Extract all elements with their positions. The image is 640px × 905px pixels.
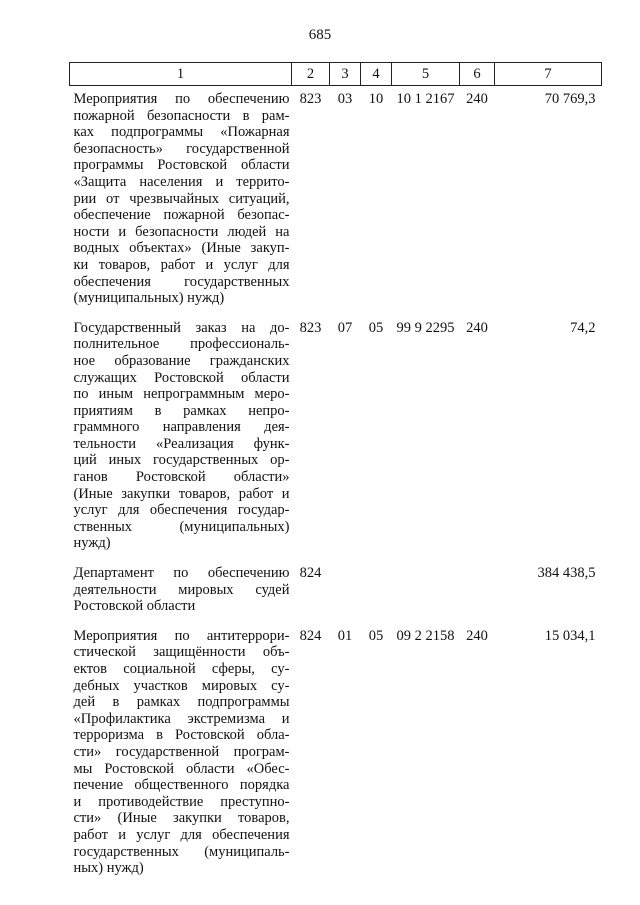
- description-line: государственных (муниципаль-: [73, 843, 290, 860]
- description-line: терроризма в Ростовской обла-: [73, 727, 290, 744]
- description-line: обеспечения государственных: [73, 273, 290, 290]
- expense-type-code: 240: [466, 319, 488, 336]
- section-code: 01: [337, 627, 353, 644]
- column-header: 4: [361, 63, 392, 86]
- description-line: Мероприятия по обеспечению: [73, 91, 290, 107]
- description-line: тельности «Реализация функ-: [73, 435, 290, 452]
- table-body: [70, 86, 602, 885]
- amount-value: 74,2: [570, 319, 596, 336]
- description-line: работ и услуг для обеспечения: [73, 826, 290, 843]
- column-header: 3: [330, 63, 361, 86]
- description-line: стической защищённости объ-: [73, 644, 290, 661]
- amount-value: 384 438,5: [537, 565, 596, 582]
- table-header-row: [70, 63, 602, 86]
- description-line: ственных (муниципальных): [73, 518, 290, 535]
- description-line: (Иные закупки товаров, работ и: [73, 485, 290, 502]
- target-article-code: 09 2 2158: [396, 627, 455, 644]
- description-line: ки товаров, работ и услуг для: [73, 256, 290, 273]
- description-line: полнительное профессиональ-: [73, 336, 290, 353]
- subsection-code: 05: [368, 319, 384, 336]
- description-line: ности и безопасности людей на: [73, 223, 290, 240]
- table-row: [70, 623, 602, 885]
- section-code: 07: [337, 319, 353, 336]
- column-header: 5: [392, 63, 460, 86]
- description-line: ций иных государственных ор-: [73, 452, 290, 469]
- description-line: и противодействие преступно-: [73, 793, 290, 810]
- description-line: граммного направления дея-: [73, 419, 290, 436]
- description-line: дебных участков мировых су-: [73, 677, 290, 694]
- description-line: ных) нужд): [73, 860, 144, 877]
- expense-type-code: 240: [466, 627, 488, 644]
- column-header: 6: [460, 63, 495, 86]
- column-header: 1: [70, 63, 292, 86]
- ministry-code: 824: [299, 627, 322, 644]
- amount-value: 15 034,1: [544, 627, 596, 644]
- description-line: обеспечение пожарной безопас-: [73, 207, 290, 224]
- description-line: ное образование гражданских: [73, 352, 290, 369]
- column-header: 7: [495, 63, 602, 86]
- expense-type-code: [460, 560, 495, 623]
- subsection-code: 05: [368, 627, 384, 644]
- description-line: Департамент по обеспечению: [73, 565, 290, 582]
- description-line: сти» (Иные закупки товаров,: [73, 810, 290, 827]
- column-header: 2: [292, 63, 330, 86]
- description-line: по иным непрограммным меро-: [73, 386, 290, 403]
- description-line: мы Ростовской области «Обес-: [73, 760, 290, 777]
- description-line: услуг для обеспечения государ-: [73, 502, 290, 519]
- row-description: [70, 86, 292, 315]
- description-line: безопасность» государственной: [73, 140, 290, 157]
- description-line: Мероприятия по антитеррори-: [73, 627, 290, 644]
- description-line: программы Ростовской области: [73, 157, 290, 174]
- page-number: 685: [308, 27, 332, 43]
- section-code: 03: [337, 91, 353, 107]
- subsection-code: 10: [368, 91, 384, 107]
- ministry-code: 823: [299, 319, 322, 336]
- description-line: ектов социальной сферы, су-: [73, 661, 290, 677]
- expense-type-code: 240: [466, 91, 488, 107]
- description-line: приятиям в рамках непро-: [73, 402, 290, 419]
- description-line: Ростовской области: [73, 598, 196, 615]
- description-line: дей в рамках подпрограммы: [73, 694, 290, 711]
- description-line: деятельности мировых судей: [73, 581, 290, 598]
- description-line: (муниципальных) нужд): [73, 290, 225, 307]
- section-code: [330, 560, 361, 623]
- description-line: водных объектах» (Иные закуп-: [73, 240, 290, 257]
- description-line: Государственный заказ на до-: [73, 319, 290, 336]
- amount-value: 70 769,3: [544, 91, 596, 107]
- description-line: «Профилактика экстремизма и: [73, 710, 290, 727]
- subsection-code: [361, 560, 392, 623]
- ministry-code: 824: [299, 565, 322, 582]
- budget-table: [69, 62, 602, 885]
- description-line: печение общественного порядка: [73, 777, 290, 794]
- description-line: служащих Ростовской области: [73, 369, 290, 386]
- target-article-code: 99 9 2295: [396, 319, 455, 336]
- description-line: «Защита населения и террито-: [73, 173, 290, 190]
- table-row: [70, 560, 602, 623]
- target-article-code: [392, 560, 460, 623]
- description-line: нужд): [73, 535, 111, 552]
- row-description: [70, 315, 292, 560]
- description-line: рии от чрезвычайных ситуаций,: [73, 190, 290, 207]
- target-article-code: 10 1 2167: [396, 91, 455, 107]
- description-line: ганов Ростовской области»: [73, 469, 290, 486]
- description-line: сти» государственной програм-: [73, 743, 290, 760]
- table-row: [70, 86, 602, 315]
- row-description: [70, 560, 292, 623]
- row-description: [70, 623, 292, 885]
- description-line: пожарной безопасности в рам-: [73, 107, 290, 124]
- table-row: [70, 315, 602, 560]
- ministry-code: 823: [299, 91, 322, 107]
- description-line: ках подпрограммы «Пожарная: [73, 124, 290, 141]
